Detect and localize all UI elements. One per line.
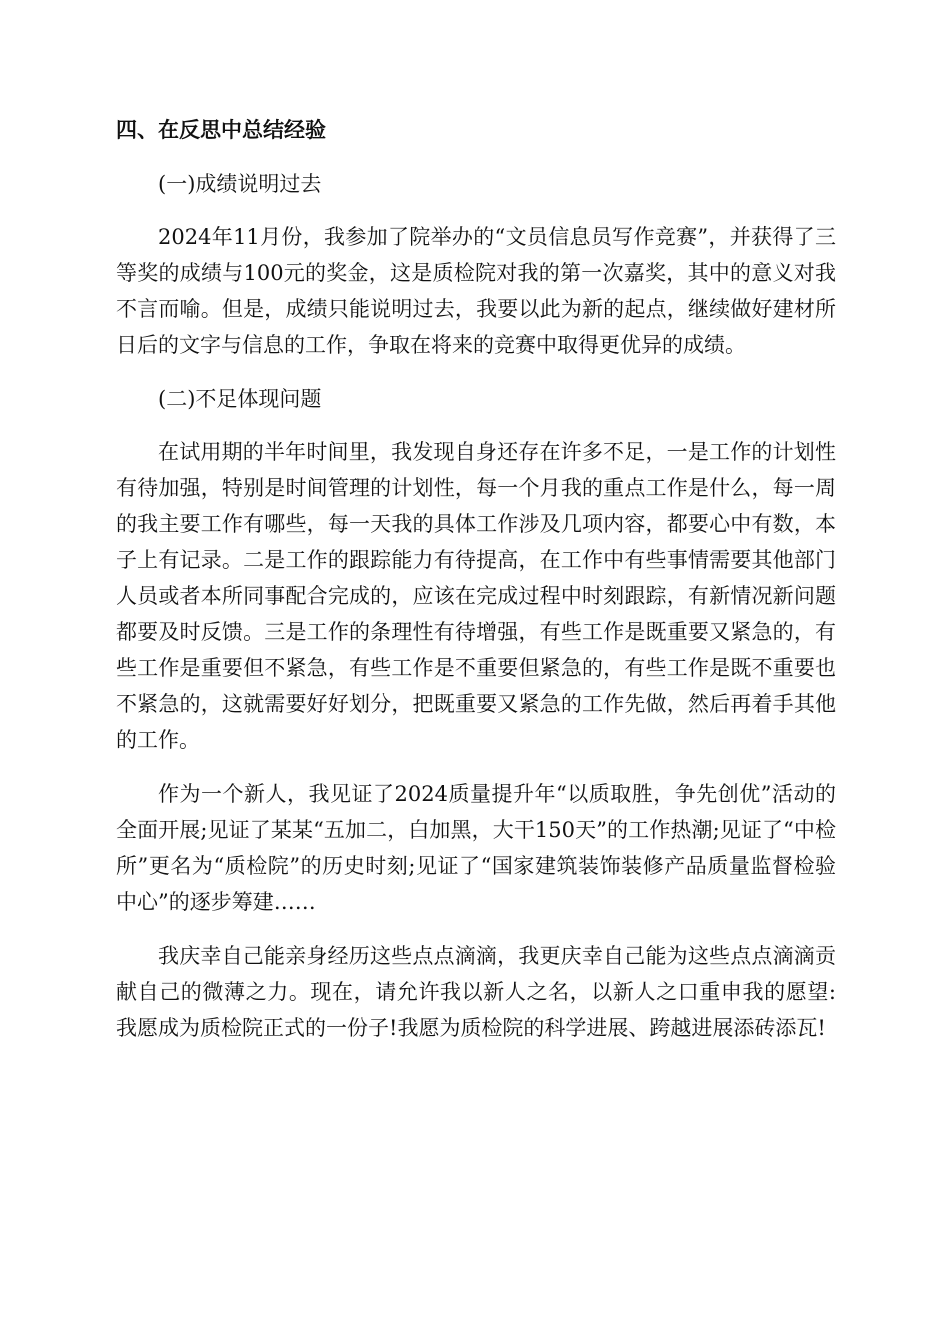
- subsection-title-shortcomings: (二)不足体现问题: [158, 387, 322, 411]
- subsection-title-achievements: (一)成绩说明过去: [158, 172, 322, 196]
- document-page: [116, 112, 836, 1064]
- paragraph-shortcomings: 在试用期的半年时间里，我发现自身还存在许多不足，一是工作的计划性有待加强，特别是时间管理的计划性，每一个月我的重点工作是什么，每一周的我主要工作有哪些，每一天我的具体工作涉及几项内容，都要心中有数，本子上有记录。二是工作的跟踪能力有待提高，在工作中有些事情需要其他部门人员或者本所同事配合完成的，应该在完成过程中时刻跟踪，有新情况新问题都要及时反馈。三是工作的条理性有待增强，有些工作是既重要又紧急的，有些工作是重要但不紧急，有些工作是不重要但紧急的，有些工作是既不重要也不紧急的，这就需要好好划分，把既重要又紧急的工作先做，然后再着手其他的工作。: [116, 440, 836, 752]
- paragraph-achievements: 2024年11月份，我参加了院举办的“文员信息员写作竞赛”，并获得了三等奖的成绩与100元的奖金，这是质检院对我的第一次嘉奖，其中的意义对我不言而喻。但是，成绩只能说明过去，我要以此为新的起点，继续做好建材所日后的文字与信息的工作，争取在将来的竞赛中取得更优异的成绩。: [116, 225, 836, 357]
- paragraph-witness: 作为一个新人，我见证了2024质量提升年“以质取胜，争先创优”活动的全面开展;见证了某某“五加二，白加黑，大干150天”的工作热潮;见证了“中检所”更名为“质检院”的历史时刻;见证了“国家建筑装饰装修产品质量监督检验中心”的逐步筹建……: [116, 782, 836, 914]
- paragraph-aspiration: 我庆幸自己能亲身经历这些点点滴滴，我更庆幸自己能为这些点点滴滴贡献自己的微薄之力。现在，请允许我以新人之名，以新人之口重申我的愿望:我愿成为质检院正式的一份子!我愿为质检院的科学进展、跨越进展添砖添瓦!: [116, 944, 836, 1040]
- section-title: 四、在反思中总结经验: [116, 118, 326, 142]
